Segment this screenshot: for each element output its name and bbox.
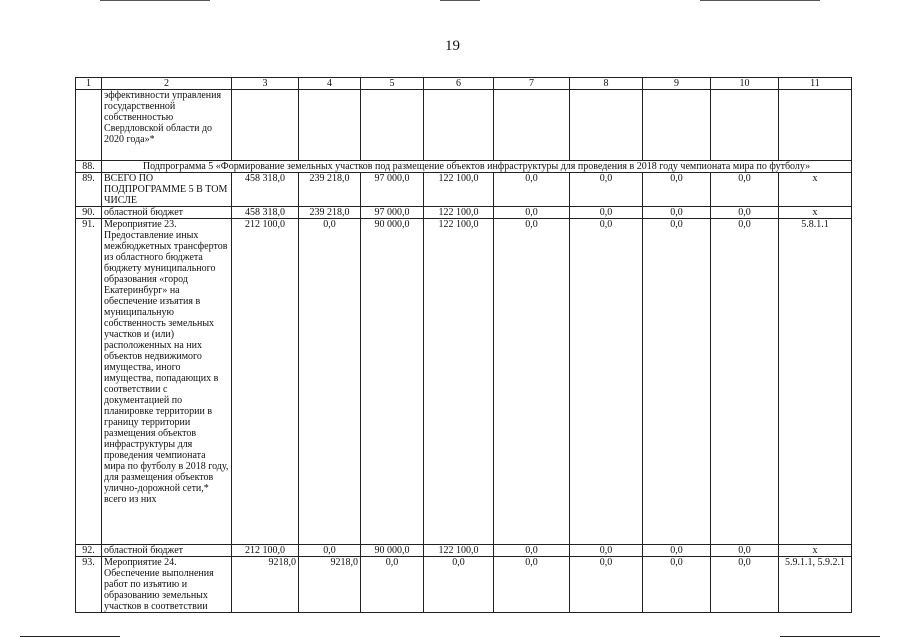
row-number: 92.: [76, 545, 102, 557]
column-header: 7: [494, 78, 570, 90]
column-header: 9: [643, 78, 711, 90]
table-row: [76, 207, 852, 219]
cell-col3: 458 318,0: [232, 207, 299, 219]
column-header: 3: [232, 78, 299, 90]
cell-col6: 0,0: [424, 557, 494, 613]
cell-col3: 9218,0: [232, 557, 299, 613]
table-row: [76, 545, 852, 557]
cell-col7: 0,0: [494, 557, 570, 613]
cell-col3: 458 318,0: [232, 173, 299, 207]
cell-col11: 5.8.1.1: [779, 219, 852, 545]
column-header: 6: [424, 78, 494, 90]
column-header: 11: [779, 78, 852, 90]
top-edge-mark: [700, 0, 820, 1]
cell-col9: 0,0: [643, 173, 711, 207]
table-row: [76, 557, 852, 613]
row-number: 93.: [76, 557, 102, 613]
row-number: 88.: [76, 161, 102, 173]
subprogram-title: Подпрограмма 5 «Формирование земельных участков под размещение объектов инфраструктуры для проведения в 2018 году чемпионата мира по футболу»: [102, 161, 852, 173]
column-header-row: [76, 78, 852, 90]
cell-col4: 0,0: [299, 545, 361, 557]
bottom-edge-mark: [20, 636, 120, 637]
top-edge-mark: [100, 0, 210, 1]
row-description: областной бюджет: [102, 545, 232, 557]
bottom-edge-mark: [780, 636, 880, 637]
cell-col10: 0,0: [711, 207, 779, 219]
cell-col7: 0,0: [494, 207, 570, 219]
cell-col9: 0,0: [643, 545, 711, 557]
cell-col11: 5.9.1.1, 5.9.2.1: [779, 557, 852, 613]
cell-col6: 122 100,0: [424, 173, 494, 207]
column-header: 2: [102, 78, 232, 90]
cell-col4: 9218,0: [299, 557, 361, 613]
table-row: [76, 219, 852, 545]
page-number: 19: [445, 38, 460, 54]
budget-table: [75, 77, 852, 613]
cell-col11: х: [779, 545, 852, 557]
column-header: 5: [361, 78, 424, 90]
row-number: 90.: [76, 207, 102, 219]
subprogram-row: [76, 161, 852, 173]
cell-col6: 122 100,0: [424, 207, 494, 219]
cell-col6: 122 100,0: [424, 545, 494, 557]
continuation-row: [76, 90, 852, 161]
cell-col7: 0,0: [494, 219, 570, 545]
cell-col4: 239 218,0: [299, 207, 361, 219]
cell-col9: 0,0: [643, 207, 711, 219]
cell-col10: 0,0: [711, 173, 779, 207]
cell-col8: 0,0: [570, 207, 643, 219]
top-edge-mark: [440, 0, 480, 1]
row-description: эффективности управления государственной собственностью Свердловской области до 2020 года»*: [102, 90, 232, 161]
cell-col3: 212 100,0: [232, 219, 299, 545]
row-number: 91.: [76, 219, 102, 545]
cell-col10: 0,0: [711, 545, 779, 557]
cell-col3: 212 100,0: [232, 545, 299, 557]
row-number: 89.: [76, 173, 102, 207]
cell-col4: 0,0: [299, 219, 361, 545]
column-header: 10: [711, 78, 779, 90]
cell-col9: 0,0: [643, 219, 711, 545]
cell-col11: х: [779, 173, 852, 207]
cell-col5: 97 000,0: [361, 173, 424, 207]
column-header: 8: [570, 78, 643, 90]
cell-col5: 90 000,0: [361, 219, 424, 545]
column-header: 1: [76, 78, 102, 90]
cell-col7: 0,0: [494, 173, 570, 207]
row-description: Мероприятие 24. Обеспечение выполнения работ по изъятию и образованию земельных участков в соответствии: [102, 557, 232, 613]
cell-col4: 239 218,0: [299, 173, 361, 207]
cell-col5: 0,0: [361, 557, 424, 613]
cell-col8: 0,0: [570, 557, 643, 613]
cell-col10: 0,0: [711, 557, 779, 613]
cell-col10: 0,0: [711, 219, 779, 545]
cell-col9: 0,0: [643, 557, 711, 613]
row-description: ВСЕГО ПО ПОДПРОГРАММЕ 5 В ТОМ ЧИСЛЕ: [102, 173, 232, 207]
row-description: Мероприятие 23. Предоставление иных межбюджетных трансфертов из областного бюджета бюджету муниципального образования «город Екатеринбург» на обеспечение изъятия в муниципальную собственность земельных участков и (или) расположенных на них объектов недвижимого имущества, иного имущества, попадающих в соответствии с документацией по планировке территории в границу территории размещения объектов инфраструктуры для проведения чемпионата мира по футболу в 2018 году, для размещения объектов улично-дорожной сети,* всего из них: [102, 219, 232, 545]
cell-col5: 97 000,0: [361, 207, 424, 219]
column-header: 4: [299, 78, 361, 90]
cell-col8: 0,0: [570, 219, 643, 545]
cell-col6: 122 100,0: [424, 219, 494, 545]
cell-col8: 0,0: [570, 545, 643, 557]
cell-col7: 0,0: [494, 545, 570, 557]
table-row: [76, 173, 852, 207]
cell-col5: 90 000,0: [361, 545, 424, 557]
cell-col8: 0,0: [570, 173, 643, 207]
row-description: областной бюджет: [102, 207, 232, 219]
cell-col11: х: [779, 207, 852, 219]
